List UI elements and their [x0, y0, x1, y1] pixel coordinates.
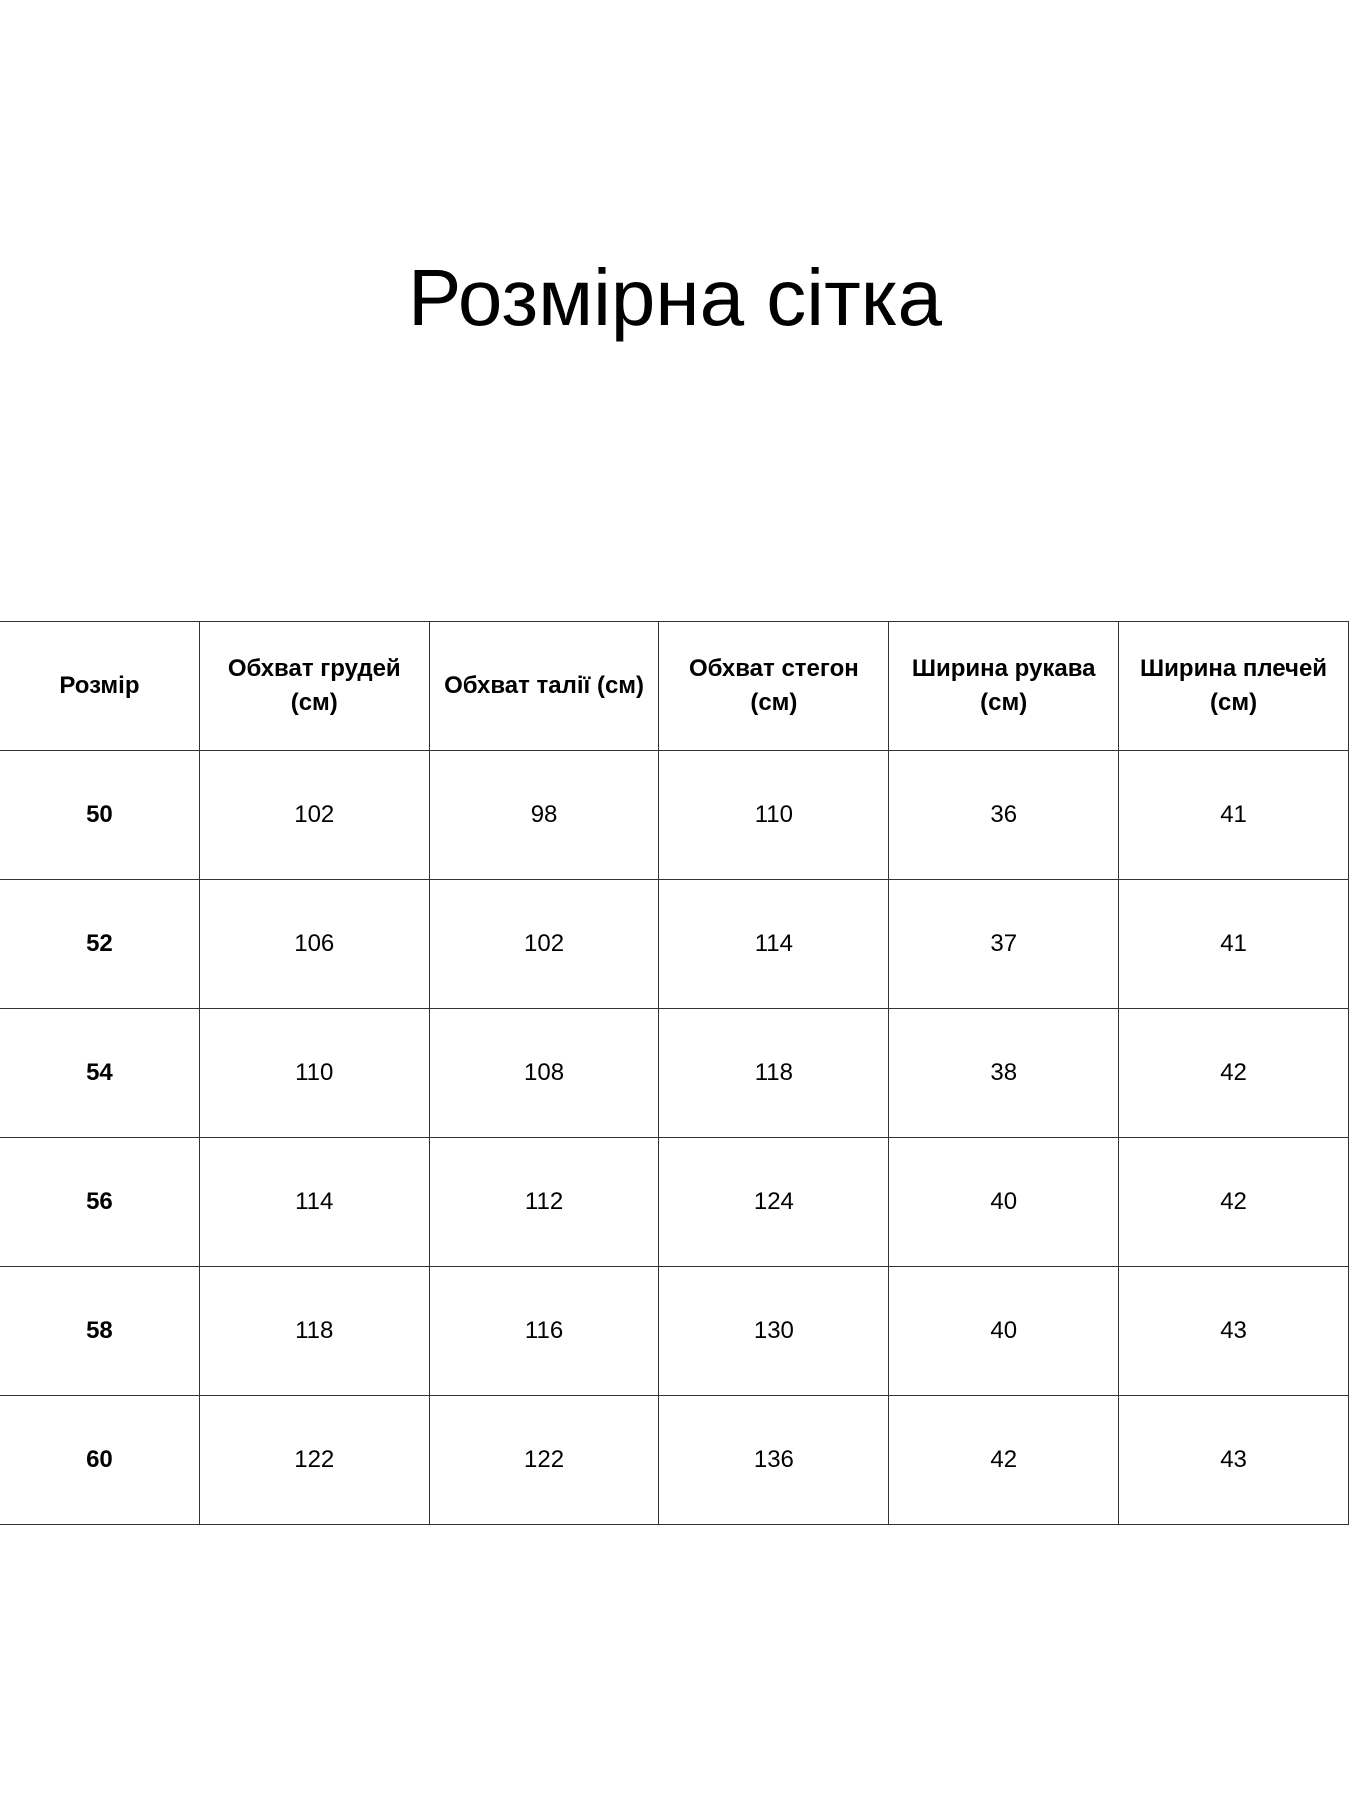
- size-cell: 52: [0, 880, 199, 1009]
- hips-cell: 114: [659, 880, 889, 1009]
- hips-cell: 110: [659, 751, 889, 880]
- header-size: Розмір: [0, 622, 199, 751]
- size-cell: 56: [0, 1138, 199, 1267]
- hips-cell: 124: [659, 1138, 889, 1267]
- table-row: [0, 1267, 1349, 1396]
- waist-cell: 98: [429, 751, 659, 880]
- sleeve-width-cell: 40: [889, 1267, 1119, 1396]
- shoulder-width-cell: 43: [1119, 1396, 1349, 1525]
- header-sleeve-width: Ширина рукава (см): [889, 622, 1119, 751]
- shoulder-width-cell: 41: [1119, 751, 1349, 880]
- waist-cell: 116: [429, 1267, 659, 1396]
- sleeve-width-cell: 40: [889, 1138, 1119, 1267]
- table-row: [0, 880, 1349, 1009]
- chest-cell: 110: [199, 1009, 429, 1138]
- table-row: [0, 1396, 1349, 1525]
- size-cell: 60: [0, 1396, 199, 1525]
- header-hips: Обхват стегон (см): [659, 622, 889, 751]
- hips-cell: 136: [659, 1396, 889, 1525]
- page-title: Розмірна сітка: [408, 253, 942, 342]
- sleeve-width-cell: 37: [889, 880, 1119, 1009]
- hips-cell: 118: [659, 1009, 889, 1138]
- chest-cell: 114: [199, 1138, 429, 1267]
- waist-cell: 112: [429, 1138, 659, 1267]
- waist-cell: 108: [429, 1009, 659, 1138]
- waist-cell: 102: [429, 880, 659, 1009]
- chest-cell: 106: [199, 880, 429, 1009]
- chest-cell: 102: [199, 751, 429, 880]
- table-row: [0, 1138, 1349, 1267]
- size-cell: 50: [0, 751, 199, 880]
- chest-cell: 118: [199, 1267, 429, 1396]
- table-row: [0, 751, 1349, 880]
- table-header-row: [0, 622, 1349, 751]
- size-chart-table: [0, 621, 1349, 1525]
- waist-cell: 122: [429, 1396, 659, 1525]
- sleeve-width-cell: 42: [889, 1396, 1119, 1525]
- table-row: [0, 1009, 1349, 1138]
- sleeve-width-cell: 36: [889, 751, 1119, 880]
- sleeve-width-cell: 38: [889, 1009, 1119, 1138]
- header-shoulder-width: Ширина плечей (см): [1119, 622, 1349, 751]
- size-cell: 54: [0, 1009, 199, 1138]
- shoulder-width-cell: 43: [1119, 1267, 1349, 1396]
- header-chest: Обхват грудей (см): [199, 622, 429, 751]
- header-waist: Обхват талії (см): [429, 622, 659, 751]
- shoulder-width-cell: 42: [1119, 1138, 1349, 1267]
- chest-cell: 122: [199, 1396, 429, 1525]
- size-cell: 58: [0, 1267, 199, 1396]
- shoulder-width-cell: 42: [1119, 1009, 1349, 1138]
- hips-cell: 130: [659, 1267, 889, 1396]
- shoulder-width-cell: 41: [1119, 880, 1349, 1009]
